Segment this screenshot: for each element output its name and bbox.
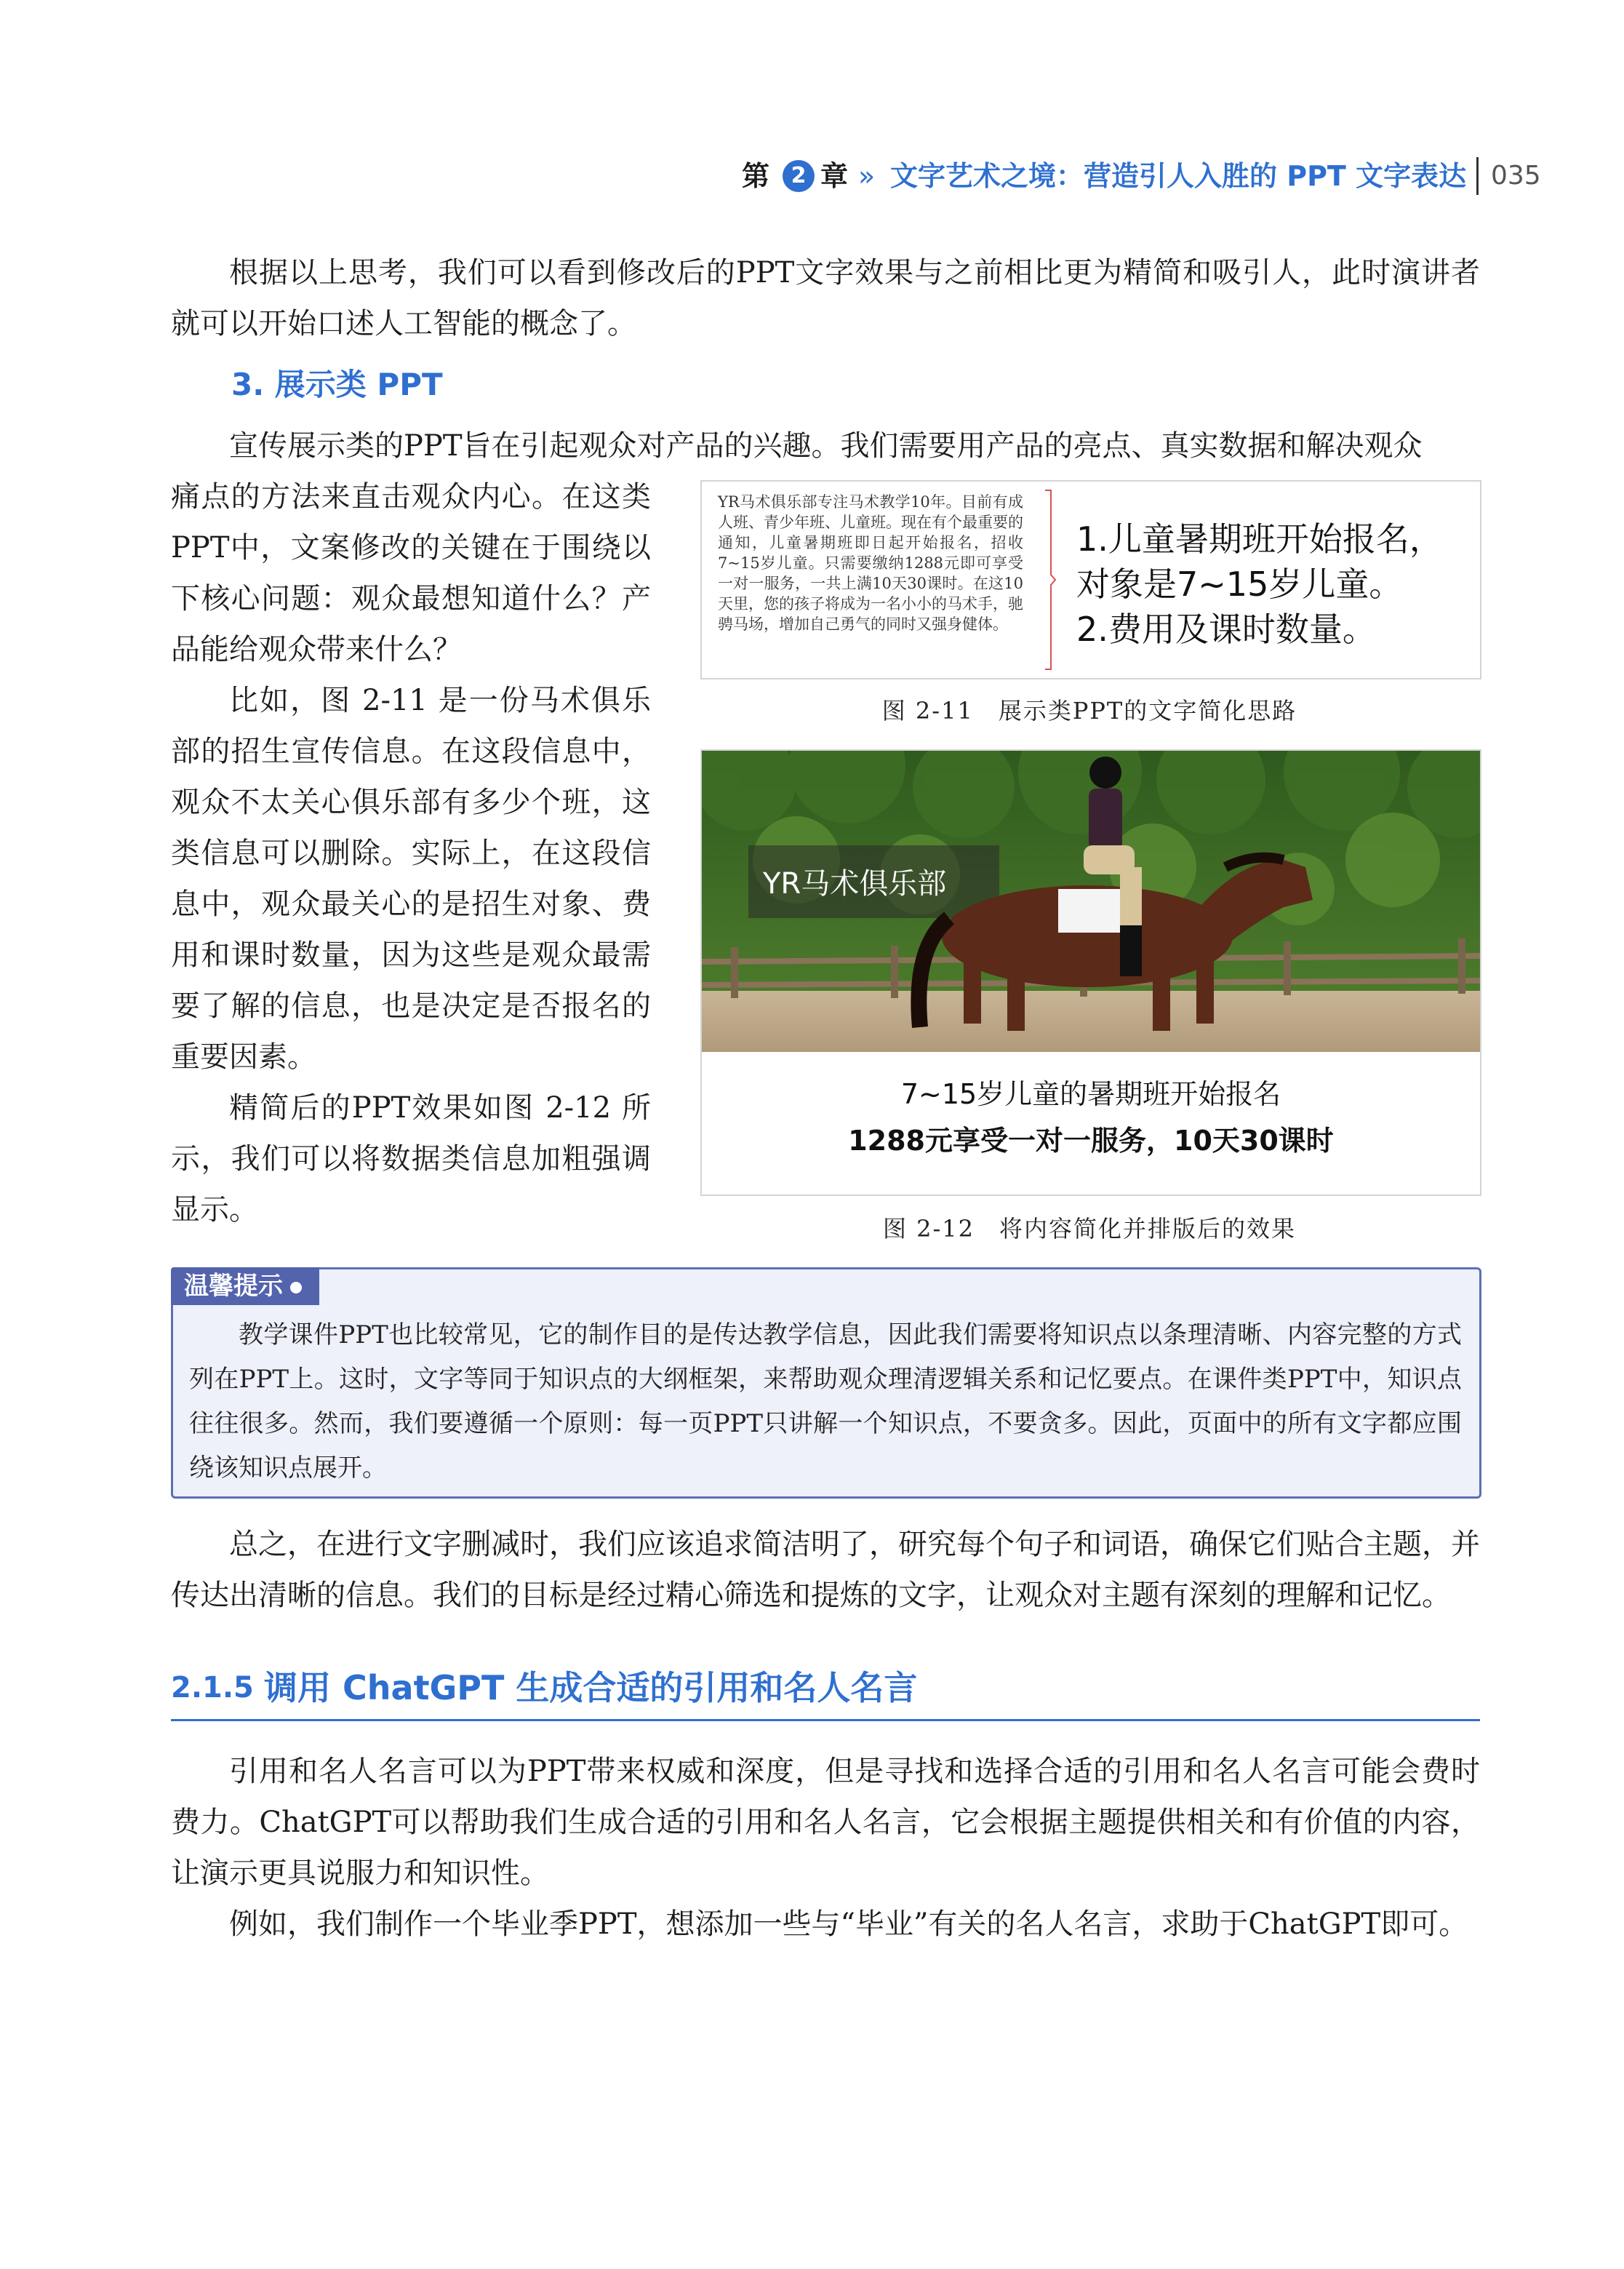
bracket-icon (1044, 489, 1057, 671)
figure-2-12-text (702, 1071, 1480, 1164)
section-heading (171, 1662, 1480, 1721)
paragraph-result: 精简后的PPT效果如图 2-12 所示，我们可以将数据类信息加粗强调显示。 (171, 1091, 651, 1227)
figure-2-12-caption: 图 2-12 将内容简化并排版后的效果 (882, 1215, 1297, 1243)
dot-icon (290, 1282, 302, 1293)
figure-2-11-caption: 图 2-11 展示类PPT的文字简化思路 (881, 697, 1297, 725)
summary-line-2: 对象是7~15岁儿童。 (1076, 565, 1403, 604)
chevron-double-right-icon: » (858, 160, 876, 192)
equestrian-photo (702, 751, 1480, 1052)
tip-box (171, 1267, 1481, 1499)
paragraph-summary: 根据以上思考，我们可以看到修改后的PPT文字效果与之前相比更为精简和吸引人，此时演讲者就可以开始口述人工智能的概念了。 (171, 256, 1480, 340)
tip-label (171, 1267, 319, 1305)
paragraph-quotes-intro: 引用和名人名言可以为PPT带来权威和深度，但是寻找和选择合适的引用和名人名言可能会费时费力。ChatGPT可以帮助我们生成合适的引用和名人名言，它会根据主题提供相关和有价值的内容，让演示更具说服力和知识性。 (171, 1755, 1480, 1890)
summary-line-1: 1.儿童暑期班开始报名， (1076, 519, 1443, 559)
paragraph-showcase-intro: 宣传展示类的PPT旨在引起观众对产品的兴趣。我们需要用产品的亮点、真实数据和解决观众 (229, 429, 1423, 463)
figure-2-12-line-1: 7~15岁儿童的暑期班开始报名 (900, 1078, 1281, 1110)
tip-text: 教学课件PPT也比较常见，它的制作目的是传达教学信息，因此我们需要将知识点以条理清晰、内容完整的方式列在PPT上。这时，文字等同于知识点的大纲框架，来帮助观众理清逻辑关系和记忆要点。在课件类PPT中，知识点往往很多。然而，我们要遵循一个原则：每一页PPT只讲解一个知识点，不要贪多。因此，页面中的所有文字都应围绕该知识点展开。 (189, 1320, 1462, 1483)
figure-2-12 (700, 749, 1481, 1196)
paragraph-graduation-example: 例如，我们制作一个毕业季PPT，想添加一些与“毕业”有关的名人名言，求助于ChatGPT即可。 (229, 1907, 1468, 1941)
paragraph-conclusion: 总之，在进行文字删减时，我们应该追求简洁明了，研究每个句子和词语，确保它们贴合主题，并传达出清晰的信息。我们的目标是经过精心筛选和提炼的文字，让观众对主题有深刻的理解和记忆。 (171, 1528, 1480, 1612)
paragraph-showcase-continued: 痛点的方法来直击观众内心。在这类PPT中，文案修改的关键在于围绕以下核心问题：观众最想知道什么？产品能给观众带来什么？ (171, 480, 651, 666)
tip-label-text: 温馨提示 (184, 1272, 283, 1301)
subheading-showcase-ppt: 3. 展示类 PPT (231, 367, 443, 402)
chapter-title: 文字艺术之境：营造引人入胜的 PPT 文字表达 (890, 160, 1467, 192)
section-title: 调用 ChatGPT 生成合适的引用和名人名言 (264, 1668, 918, 1707)
chapter-number-badge: 2 (783, 160, 815, 192)
paragraph-example: 比如，图 2-11 是一份马术俱乐部的招生宣传信息。在这段信息中，观众不太关心俱乐部有多少个班，这类信息可以删除。实际上，在这段信息中，观众最关心的是招生对象、费用和课时数量，因为这些是观众最需要了解的信息，也是决定是否报名的重要因素。 (171, 684, 651, 1074)
original-ad-text: YR马术俱乐部专注马术教学10年。目前有成人班、青少年班、儿童班。现在有个最重要的通知，儿童暑期班即日起开始报名，招收7~15岁儿童。只需要缴纳1288元即可享受一对一服务，一共上满10天30课时。在这10天里，您的孩子将成为一名小小的马术手，驰骋马场，增加自己勇气的同时又强身健体。 (718, 493, 1023, 633)
left-column-text (171, 471, 651, 1235)
running-header (742, 154, 1542, 198)
header-divider (1476, 157, 1479, 195)
page-number: 035 (1491, 161, 1541, 191)
chapter-suffix: 章 (820, 160, 849, 192)
summary-points (1076, 517, 1469, 652)
section-number: 2.1.5 (171, 1671, 254, 1704)
chapter-prefix: 第 (742, 160, 770, 192)
figure-2-11 (700, 480, 1481, 679)
figure-2-12-line-2: 1288元享受一对一服务，10天30课时 (848, 1125, 1334, 1157)
summary-line-3: 2.费用及课时数量。 (1076, 610, 1376, 649)
photo-label: YR马术俱乐部 (763, 867, 947, 901)
